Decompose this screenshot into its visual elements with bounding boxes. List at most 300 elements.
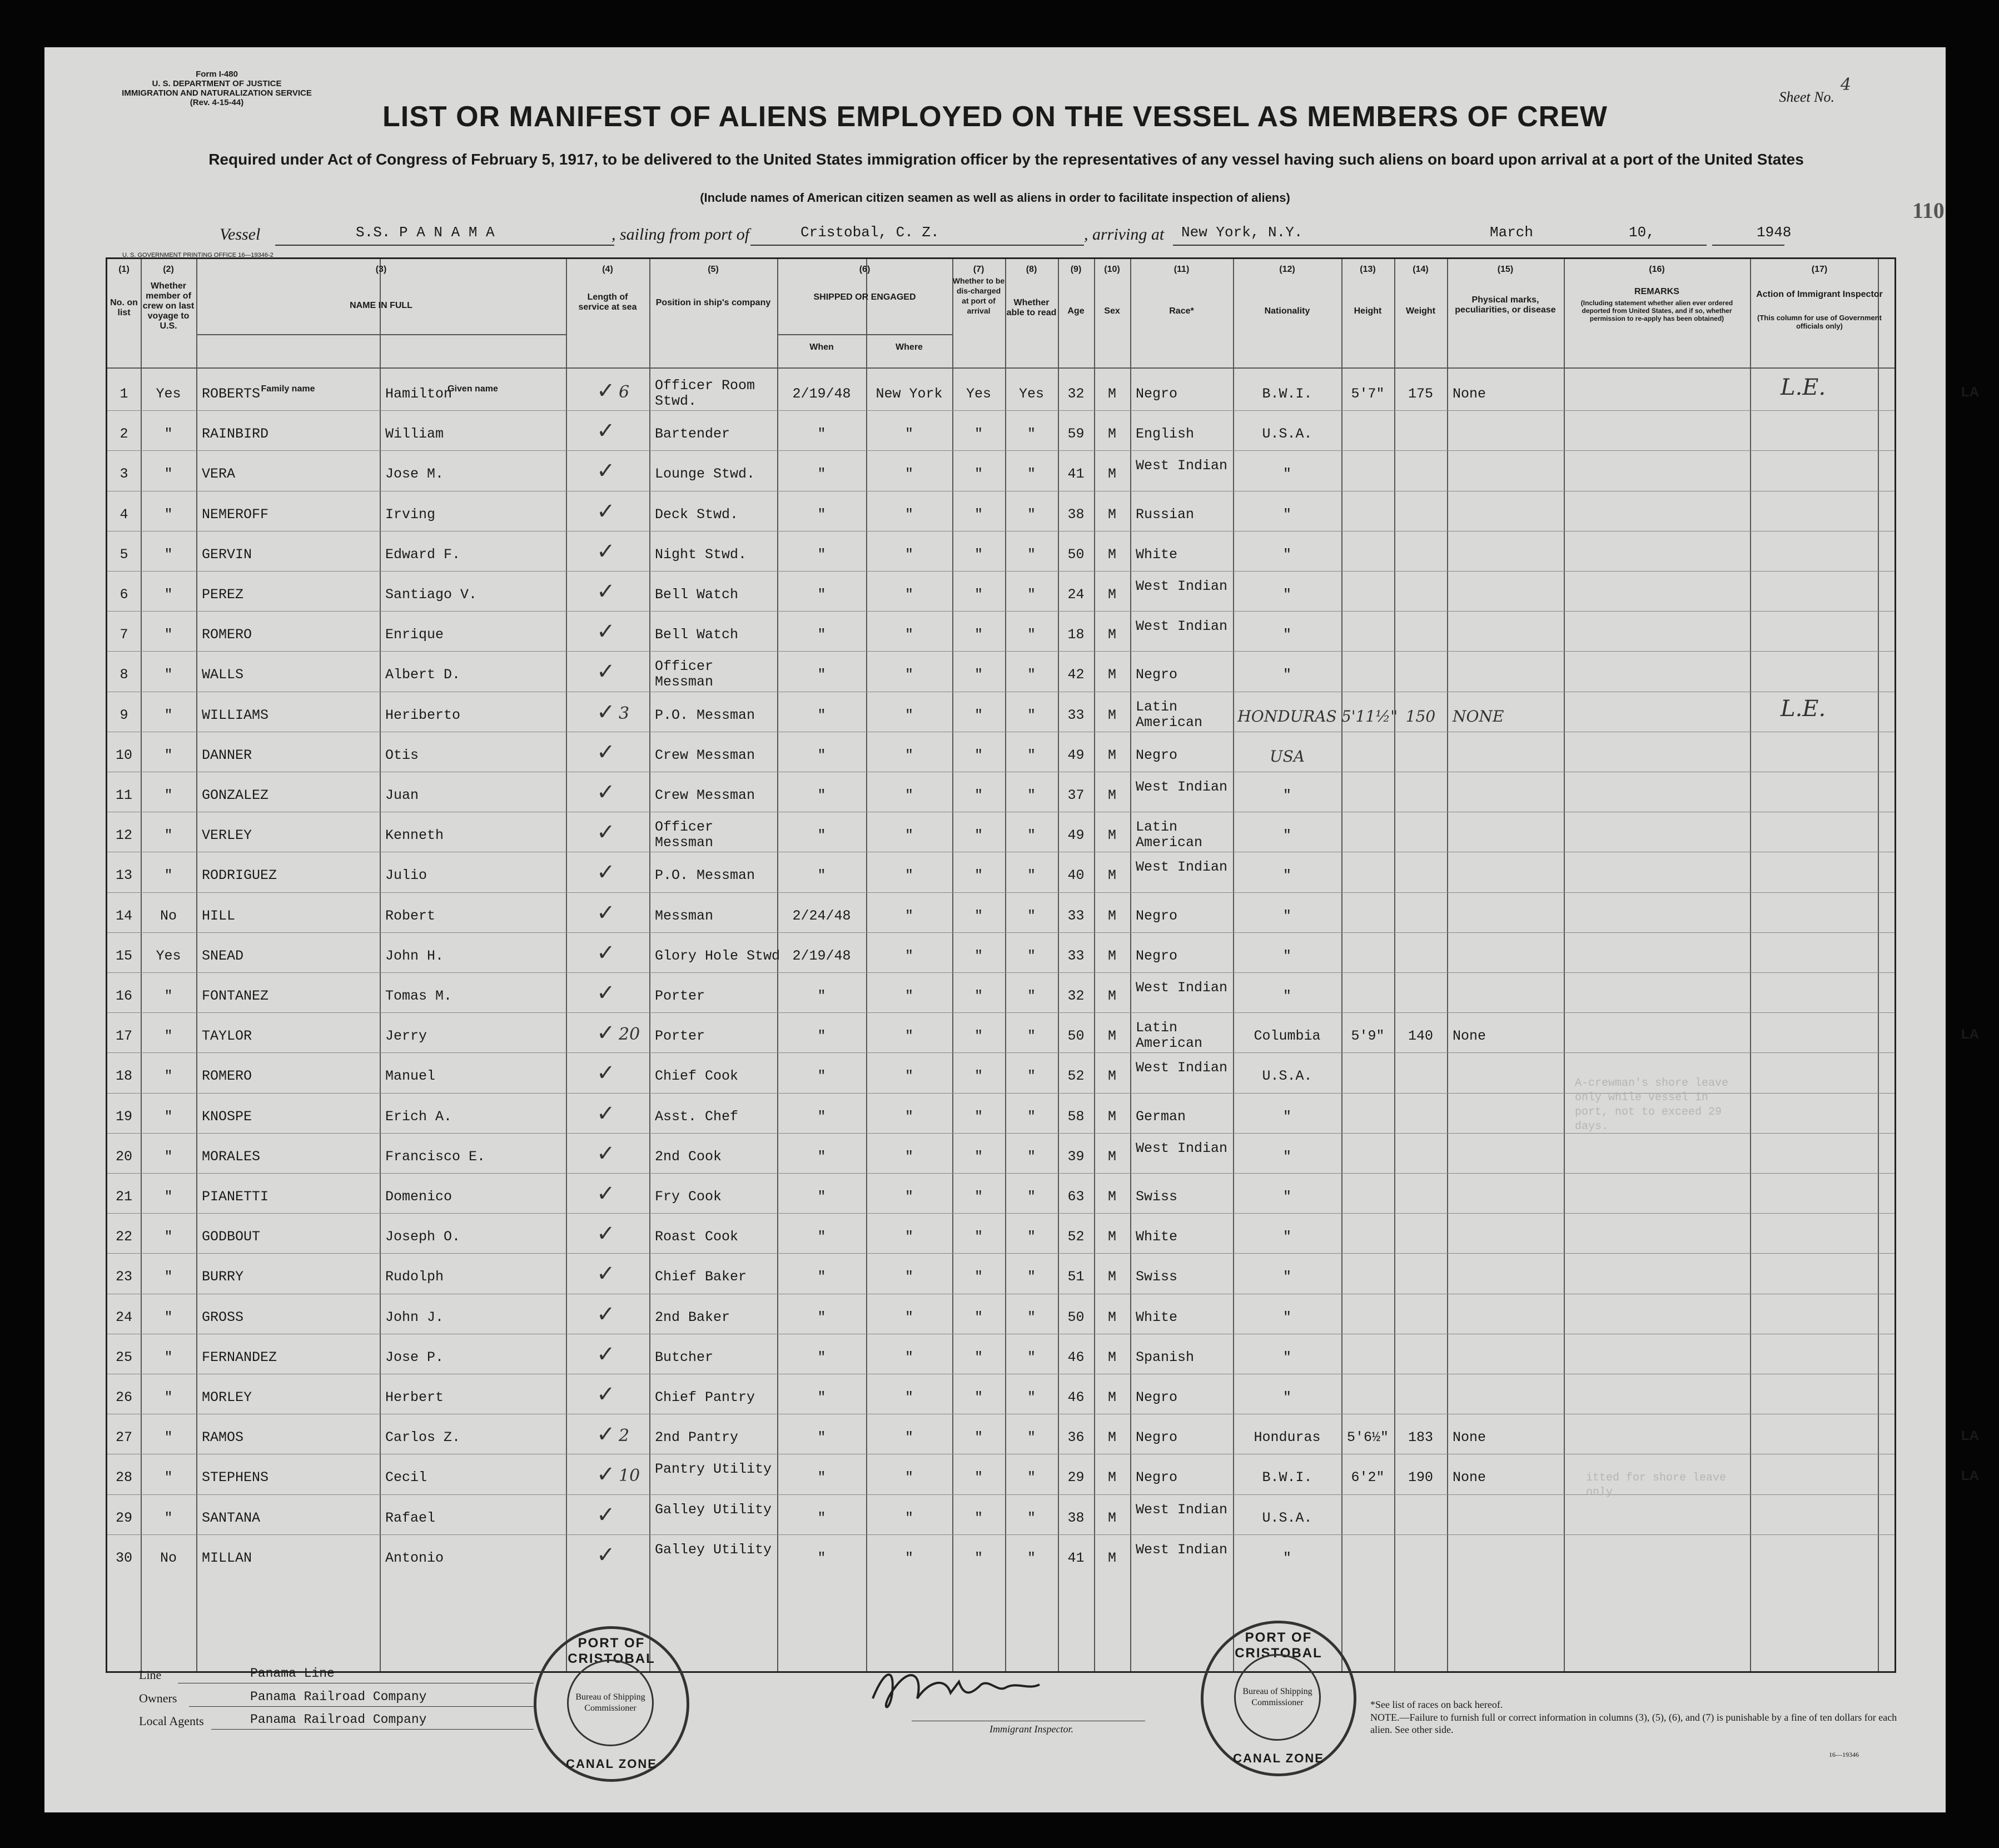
race: White: [1136, 546, 1178, 563]
given-name: Erich A.: [385, 1108, 452, 1125]
agents-label: Local Agents: [139, 1714, 204, 1728]
inspector-signature: [862, 1660, 1051, 1721]
race: West Indian: [1136, 618, 1228, 635]
last-voyage: ": [164, 787, 173, 803]
race: West Indian: [1136, 578, 1228, 594]
nationality: B.W.I.: [1262, 386, 1312, 402]
nationality: ": [1282, 787, 1291, 803]
able-to-read: ": [1027, 1389, 1036, 1405]
given-name: Edward F.: [385, 546, 461, 563]
table-row: [107, 892, 1894, 932]
checkmark-icon: ✓: [596, 1020, 615, 1046]
row-number: 4: [120, 506, 128, 523]
able-to-read: ": [1027, 1229, 1036, 1245]
sex: M: [1107, 1229, 1116, 1245]
col-num-11: (11): [1173, 265, 1190, 274]
given-name: Joseph O.: [385, 1229, 461, 1245]
able-to-read: ": [1027, 1108, 1036, 1125]
sex: M: [1107, 1028, 1116, 1045]
shipped-when: ": [817, 1509, 826, 1526]
col-position: Position in ship's company: [655, 298, 771, 307]
family-name: NEMEROFF: [202, 506, 269, 523]
row-number: 30: [115, 1549, 132, 1566]
form-number: Form I-480: [196, 69, 238, 79]
checkmark-icon: ✓: [596, 1221, 615, 1247]
shipped-where: ": [904, 747, 913, 763]
owners-value: Panama Railroad Company: [250, 1690, 427, 1704]
checkmark-icon: ✓: [596, 1181, 615, 1206]
length-of-service: 20: [619, 1025, 640, 1045]
height: 5'11½": [1341, 707, 1398, 726]
able-to-read: ": [1027, 1269, 1036, 1285]
family-name: ROMERO: [202, 627, 252, 643]
table-row: [107, 1173, 1894, 1213]
printer-line: U. S. GOVERNMENT PRINTING OFFICE 16—19346-2: [122, 252, 274, 259]
age: 52: [1067, 1068, 1085, 1085]
position: Porter: [655, 1028, 705, 1045]
given-name: John J.: [385, 1309, 444, 1325]
col-sex: Sex: [1104, 306, 1120, 316]
position: Officer Messman: [655, 658, 714, 690]
table-row: [107, 1213, 1894, 1253]
able-to-read: ": [1027, 907, 1036, 924]
position: P.O. Messman: [655, 867, 755, 884]
discharged: ": [974, 1269, 983, 1285]
able-to-read: ": [1027, 667, 1036, 683]
discharged: ": [974, 867, 983, 884]
age: 39: [1067, 1148, 1085, 1165]
checkmark-icon: ✓: [596, 458, 615, 484]
discharged: ": [974, 1429, 983, 1446]
able-to-read: ": [1027, 587, 1036, 603]
length-of-service: 6: [619, 382, 630, 402]
family-name: HILL: [202, 907, 236, 924]
discharged: ": [974, 587, 983, 603]
able-to-read: ": [1027, 1148, 1036, 1165]
last-voyage: ": [164, 707, 173, 723]
col-num-1: (1): [118, 265, 130, 274]
given-name: Domenico: [385, 1189, 452, 1205]
col-num-9: (9): [1070, 265, 1082, 274]
age: 42: [1067, 667, 1085, 683]
sex: M: [1107, 1509, 1116, 1526]
race: West Indian: [1136, 1501, 1228, 1518]
faded-remark: A-crewman's shore leave only while vessel in port, not to exceed 29 days.: [1575, 1077, 1729, 1133]
col-num-15: (15): [1497, 265, 1514, 274]
nationality: ": [1282, 506, 1291, 523]
age: 24: [1067, 587, 1085, 603]
table-row: [107, 1253, 1894, 1293]
discharged: ": [974, 546, 983, 563]
physical-marks: None: [1453, 1028, 1486, 1045]
nationality: ": [1282, 667, 1291, 683]
revision: (Rev. 4-15-44): [190, 98, 244, 107]
last-voyage: ": [164, 1068, 173, 1085]
discharged: ": [974, 1108, 983, 1125]
shipped-where: New York: [876, 386, 943, 402]
family-name: FONTANEZ: [202, 988, 269, 1004]
col-num-14: (14): [1413, 265, 1429, 274]
race: Negro: [1136, 907, 1178, 924]
checkmark-icon: ✓: [596, 378, 615, 404]
position: P.O. Messman: [655, 707, 755, 723]
col-weight: Weight: [1405, 306, 1436, 316]
shipped-where: ": [904, 947, 913, 964]
nationality: ": [1282, 1229, 1291, 1245]
discharged: ": [974, 1549, 983, 1566]
shipped-when: ": [817, 1349, 826, 1365]
row-number: 17: [115, 1028, 132, 1045]
family-name: FERNANDEZ: [202, 1349, 277, 1365]
given-name: Antonio: [385, 1549, 444, 1566]
position: Bell Watch: [655, 587, 739, 603]
discharged: ": [974, 1309, 983, 1325]
last-voyage: Yes: [156, 386, 181, 402]
family-name: ROMERO: [202, 1068, 252, 1085]
last-voyage: ": [164, 627, 173, 643]
shipped-where: ": [904, 1509, 913, 1526]
table-row: [107, 732, 1894, 772]
row-number: 20: [115, 1148, 132, 1165]
shipped-where: ": [904, 1189, 913, 1205]
height: 6'2": [1351, 1469, 1385, 1486]
race: Latin American: [1136, 1020, 1203, 1052]
col-num-10: (10): [1104, 265, 1120, 274]
stamp-number: 110: [1912, 198, 1945, 223]
race: Negro: [1136, 1389, 1178, 1405]
col-num-3: (3): [375, 265, 387, 274]
col-nationality: Nationality: [1264, 306, 1310, 316]
sex: M: [1107, 1309, 1116, 1325]
sex: M: [1107, 506, 1116, 523]
position: Deck Stwd.: [655, 506, 739, 523]
position: Bell Watch: [655, 627, 739, 643]
nationality: ": [1282, 1269, 1291, 1285]
arrival-month: March: [1490, 224, 1534, 241]
row-number: 27: [115, 1429, 132, 1446]
seal-inner-text: Bureau of Shipping Commissioner: [567, 1660, 654, 1746]
last-voyage: ": [164, 506, 173, 523]
nationality: ": [1282, 1309, 1291, 1325]
last-voyage: ": [164, 1309, 173, 1325]
sex: M: [1107, 907, 1116, 924]
col-last-voyage: Whether member of crew on last voyage to U.S.: [142, 281, 195, 331]
family-name: VERA: [202, 466, 236, 483]
shipped-when: ": [817, 1549, 826, 1566]
table-row: [107, 491, 1894, 531]
crew-table: [106, 257, 1979, 1673]
age: 49: [1067, 827, 1085, 844]
subtitle-note: (Include names of American citizen seamen as well as aliens in order to facilitate inspection of aliens): [700, 191, 1290, 205]
table-row: [107, 611, 1894, 651]
last-voyage: ": [164, 466, 173, 483]
sex: M: [1107, 1068, 1116, 1085]
vessel-name: S.S. P A N A M A: [356, 224, 495, 241]
checkmark-icon: ✓: [596, 819, 615, 846]
race: West Indian: [1136, 859, 1228, 876]
shipped-where: ": [904, 867, 913, 884]
sex: M: [1107, 426, 1116, 443]
vessel-label: Vessel: [220, 225, 261, 244]
table-row: [107, 531, 1894, 571]
checkmark-icon: ✓: [596, 1542, 615, 1568]
la-mark: LA: [1961, 1027, 1979, 1042]
table-row: [107, 1374, 1894, 1414]
age: 33: [1067, 947, 1085, 964]
checkmark-icon: ✓: [596, 699, 615, 725]
shipped-where: ": [904, 988, 913, 1004]
discharged: ": [974, 1469, 983, 1486]
seal-top-text: PORT OF CRISTOBAL: [568, 1636, 655, 1666]
race: West Indian: [1136, 1541, 1228, 1558]
able-to-read: ": [1027, 707, 1036, 723]
last-voyage: ": [164, 1269, 173, 1285]
position: Galley Utility: [655, 1541, 772, 1558]
able-to-read: ": [1027, 947, 1036, 964]
race: Latin American: [1136, 698, 1203, 731]
position: Fry Cook: [655, 1189, 722, 1205]
given-name: Tomas M.: [385, 988, 452, 1004]
la-mark: LA: [1961, 1468, 1979, 1484]
nationality: ": [1282, 827, 1291, 844]
weight: 150: [1405, 707, 1436, 726]
length-of-service: 2: [619, 1426, 630, 1446]
age: 49: [1067, 747, 1085, 763]
row-number: 14: [115, 907, 132, 924]
race: Negro: [1136, 747, 1178, 763]
col-num-4: (4): [602, 265, 613, 274]
family-name: ROBERTS: [202, 386, 261, 402]
col-discharged: Whether to be dis-charged at port of arrival: [952, 276, 1005, 315]
row-number: 11: [115, 787, 132, 803]
race: Negro: [1136, 667, 1178, 683]
race: West Indian: [1136, 458, 1228, 474]
given-name: William: [385, 426, 444, 443]
discharged: ": [974, 1349, 983, 1365]
family-name: MORALES: [202, 1148, 261, 1165]
last-voyage: ": [164, 1108, 173, 1125]
shipped-where: ": [904, 546, 913, 563]
row-number: 25: [115, 1349, 132, 1365]
line-label: Line: [139, 1668, 162, 1682]
family-name: KNOSPE: [202, 1108, 252, 1125]
sex: M: [1107, 1429, 1116, 1446]
shipped-when: ": [817, 988, 826, 1004]
table-row: [107, 692, 1894, 732]
age: 50: [1067, 546, 1085, 563]
family-name: RAMOS: [202, 1429, 244, 1446]
race: Negro: [1136, 947, 1178, 964]
checkmark-icon: ✓: [596, 739, 615, 765]
shipped-when: ": [817, 1108, 826, 1125]
age: 38: [1067, 1509, 1085, 1526]
shipped-when: ": [817, 426, 826, 443]
col-length-of-service: Length of service at sea: [578, 292, 637, 312]
discharged: ": [974, 1509, 983, 1526]
sex: M: [1107, 1269, 1116, 1285]
race: West Indian: [1136, 1060, 1228, 1076]
last-voyage: Yes: [156, 947, 181, 964]
shipped-when: 2/24/48: [792, 907, 851, 924]
last-voyage: ": [164, 546, 173, 563]
age: 33: [1067, 907, 1085, 924]
weight: 190: [1408, 1469, 1433, 1486]
family-name: VERLEY: [202, 827, 252, 844]
shipped-when: 2/19/48: [792, 947, 851, 964]
col-family-name: Family name: [261, 384, 315, 394]
age: 41: [1067, 466, 1085, 483]
given-name: Herbert: [385, 1389, 444, 1405]
arrival-year: 1948: [1757, 224, 1792, 241]
sex: M: [1107, 1549, 1116, 1566]
sex: M: [1107, 546, 1116, 563]
col-num-6: (6): [859, 265, 871, 274]
able-to-read: ": [1027, 867, 1036, 884]
table-row: [107, 410, 1894, 450]
col-action: Action of Immigrant Inspector: [1756, 290, 1883, 299]
shipped-when: ": [817, 1028, 826, 1045]
checkmark-icon: ✓: [596, 1341, 615, 1367]
checkmark-icon: ✓: [596, 900, 615, 926]
race: Negro: [1136, 1429, 1178, 1446]
row-number: 1: [120, 386, 128, 402]
given-name: Rafael: [385, 1509, 436, 1526]
position: Crew Messman: [655, 747, 755, 763]
checkmark-icon: ✓: [596, 1100, 615, 1126]
discharged: ": [974, 1189, 983, 1205]
last-voyage: ": [164, 867, 173, 884]
table-row: [107, 1494, 1894, 1534]
checkmark-icon: ✓: [596, 538, 615, 564]
sex: M: [1107, 1108, 1116, 1125]
able-to-read: ": [1027, 546, 1036, 563]
nationality: U.S.A.: [1262, 1509, 1312, 1526]
shipped-when: ": [817, 627, 826, 643]
last-voyage: ": [164, 1509, 173, 1526]
physical-marks: None: [1453, 1429, 1486, 1446]
shipped-where: ": [904, 1549, 913, 1566]
shipped-when: ": [817, 1429, 826, 1446]
race: West Indian: [1136, 779, 1228, 795]
checkmark-icon: ✓: [596, 1462, 615, 1488]
discharged: ": [974, 1068, 983, 1085]
given-name: Jose M.: [385, 466, 444, 483]
weight: 140: [1408, 1028, 1433, 1045]
sex: M: [1107, 947, 1116, 964]
shipped-when: ": [817, 707, 826, 723]
shipped-where: ": [904, 827, 913, 844]
age: 46: [1067, 1349, 1085, 1365]
page-title: LIST OR MANIFEST OF ALIENS EMPLOYED ON THE VESSEL AS MEMBERS OF CREW: [382, 101, 1608, 133]
table-row: [107, 772, 1894, 812]
family-name: MORLEY: [202, 1389, 252, 1405]
checkmark-icon: ✓: [596, 1261, 615, 1287]
race: Negro: [1136, 386, 1178, 402]
race: Negro: [1136, 1469, 1178, 1486]
family-name: DANNER: [202, 747, 252, 763]
col-num-12: (12): [1279, 265, 1295, 274]
given-name: Robert: [385, 907, 436, 924]
able-to-read: ": [1027, 747, 1036, 763]
race: Russian: [1136, 506, 1195, 523]
position: 2nd Baker: [655, 1309, 730, 1325]
checkmark-icon: ✓: [596, 498, 615, 524]
checkmark-icon: ✓: [596, 418, 615, 444]
col-shipped-where: Where: [896, 342, 923, 352]
nationality: ": [1282, 627, 1291, 643]
age: 29: [1067, 1469, 1085, 1486]
discharged: ": [974, 627, 983, 643]
able-to-read: ": [1027, 1549, 1036, 1566]
col-num-2: (2): [163, 265, 174, 274]
row-number: 7: [120, 627, 128, 643]
table-row: [107, 1414, 1979, 1454]
sex: M: [1107, 787, 1116, 803]
sheet-label: Sheet No.: [1779, 89, 1834, 105]
sex: M: [1107, 386, 1116, 402]
discharged: ": [974, 1389, 983, 1405]
discharged: ": [974, 747, 983, 763]
family-name: PEREZ: [202, 587, 244, 603]
sex: M: [1107, 627, 1116, 643]
sex: M: [1107, 667, 1116, 683]
col-num-7: (7): [973, 265, 984, 274]
row-number: 5: [120, 546, 128, 563]
col-physical-marks: Physical marks, peculiarities, or disease: [1455, 295, 1556, 315]
col-able-to-read: Whether able to read: [1006, 298, 1057, 317]
col-age: Age: [1067, 306, 1085, 316]
age: 38: [1067, 506, 1085, 523]
col-given-name: Given name: [447, 384, 498, 394]
given-name: Heriberto: [385, 707, 461, 723]
discharged: ": [974, 947, 983, 964]
sailing-label: , sailing from port of: [611, 225, 750, 244]
shipped-when: ": [817, 827, 826, 844]
row-number: 2: [120, 426, 128, 443]
shipped-where: ": [904, 1269, 913, 1285]
shipped-where: ": [904, 1148, 913, 1165]
position: Lounge Stwd.: [655, 466, 755, 483]
last-voyage: ": [164, 747, 173, 763]
row-number: 19: [115, 1108, 132, 1125]
family-name: PIANETTI: [202, 1189, 269, 1205]
age: 58: [1067, 1108, 1085, 1125]
nationality: Columbia: [1254, 1028, 1321, 1045]
shipped-where: ": [904, 1309, 913, 1325]
discharged: ": [974, 1028, 983, 1045]
age: 33: [1067, 707, 1085, 723]
race: Swiss: [1136, 1189, 1178, 1205]
able-to-read: ": [1027, 1509, 1036, 1526]
nationality: ": [1282, 1389, 1291, 1405]
position: Chief Cook: [655, 1068, 739, 1085]
position: Porter: [655, 988, 705, 1004]
discharged: ": [974, 1148, 983, 1165]
shipped-where: ": [904, 1349, 913, 1365]
seal-bottom-text: CANAL ZONE: [1233, 1751, 1324, 1765]
position: 2nd Pantry: [655, 1429, 739, 1446]
sex: M: [1107, 1469, 1116, 1486]
shipped-where: ": [904, 1028, 913, 1045]
nationality: ": [1282, 947, 1291, 964]
position: Galley Utility: [655, 1501, 772, 1518]
family-name: GROSS: [202, 1309, 244, 1325]
row-number: 22: [115, 1229, 132, 1245]
able-to-read: ": [1027, 787, 1036, 803]
family-name: RODRIGUEZ: [202, 867, 277, 884]
table-row: [107, 450, 1894, 490]
shipped-where: ": [904, 426, 913, 443]
